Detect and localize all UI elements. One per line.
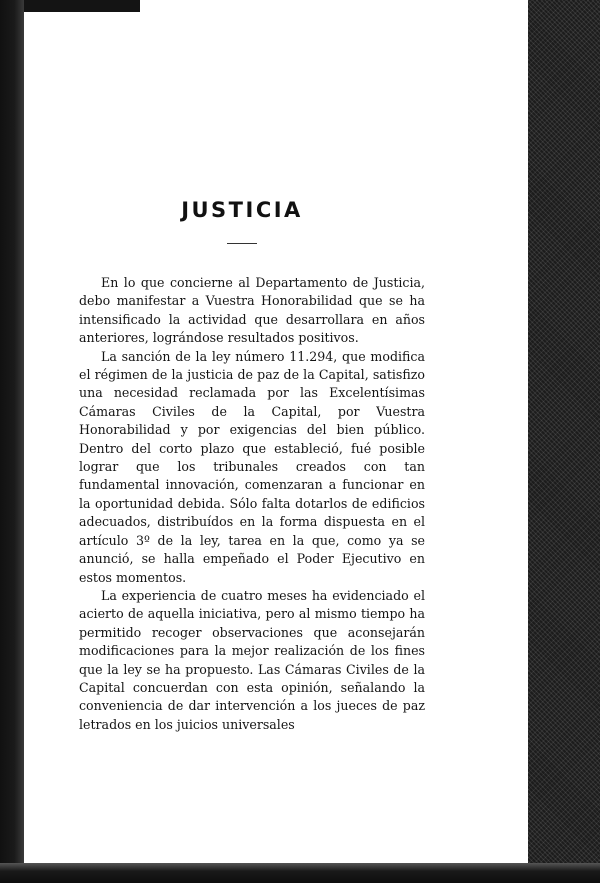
page-title: JUSTICIA (181, 198, 303, 222)
document-page (26, 12, 526, 861)
scan-edge-bottom (0, 863, 600, 883)
paragraph-2: La sanción de la ley número 11.294, que modifica el régimen de la justicia de paz de la Capital, satisfizo una necesidad reclamada por las Excelentísimas Cámaras Civiles de la Capital, por Vuestra Honorabilidad y por exigencias del bien público. Dentro del corto plazo que estableció, fué posible lograr que los tribunales creados con tan fundamental innovación, comenzaran a funcionar en la oportunidad debida. Sólo falta dotarlos de edificios adecuados, distribuídos en la forma dispuesta en el artículo 3º de la ley, tarea en la que, como ya se anunció, se halla empeñado el Poder Ejecutivo en estos momentos. (79, 348, 425, 585)
paragraph-1: En lo que concierne al Departamento de Justicia, debo manifestar a Vuestra Honorabilidad que se ha intensificado la actividad que desarrollara en años anteriores, lográndose resultados positivos. (79, 275, 425, 346)
paragraph-3: La experiencia de cuatro meses ha evidenciado el acierto de aquella iniciativa, pero al mismo tiempo ha permitido recoger observaciones que aconsejarán modificaciones para la mejor realización de los fines que la ley se ha propuesto. Las Cámaras Civiles de la Capital concuerdan con esta opinión, señalando la conveniencia de dar intervención a los jueces de paz letrados en los juicios universales (79, 587, 425, 732)
body-text (79, 274, 425, 734)
title-divider (227, 243, 257, 244)
scan-edge-left (0, 0, 24, 883)
scan-edge-right (528, 0, 600, 883)
